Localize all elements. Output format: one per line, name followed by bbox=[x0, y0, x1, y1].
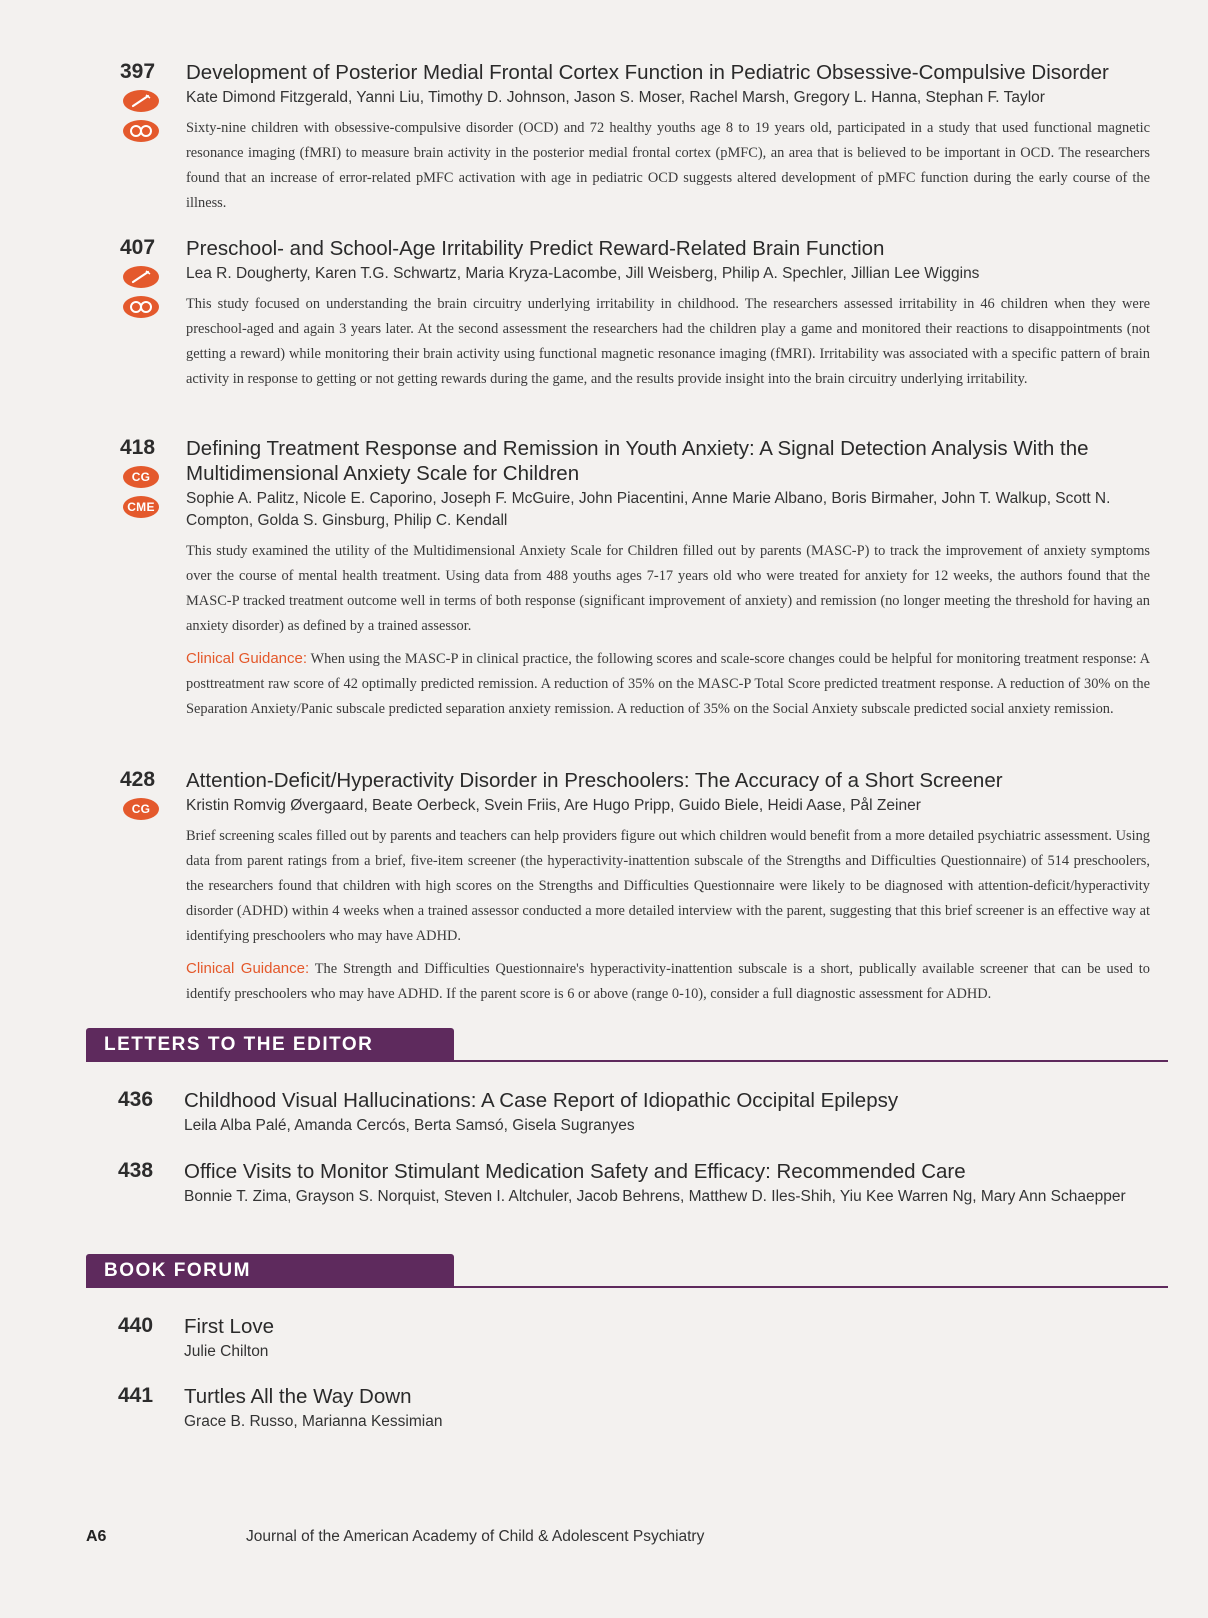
book-title[interactable]: Turtles All the Way Down bbox=[184, 1385, 412, 1408]
book-441 bbox=[118, 1384, 1148, 1433]
page-number: 441 bbox=[118, 1384, 154, 1407]
clinical-guidance bbox=[186, 956, 1150, 1007]
section-heading: LETTERS TO THE EDITOR bbox=[86, 1028, 454, 1062]
page-number: 436 bbox=[118, 1088, 154, 1111]
book-title[interactable]: First Love bbox=[184, 1315, 274, 1338]
section-heading: BOOK FORUM bbox=[86, 1254, 454, 1288]
article-abstract: This study examined the utility of the Multidimensional Anxiety Scale for Children filled out by parents (MASC-P) to track the improvement of anxiety symptoms over the course of mental health treatment. Using data from 488 youths ages 7-17 years old who were treated for anxiety for 12 weeks, the authors found that the MASC-P tracked treatment outcome well in terms of both response (significant improvement of anxiety) and remission (no longer meeting the threshold for having an anxiety disorder) as defined by a trained assessor. bbox=[186, 543, 1150, 634]
clinical-guidance-text: The Strength and Difficulties Questionnaire's hyperactivity-inattention subscale is a short, publically available screener that can be used to identify preschoolers who may have ADHD. If the parent score is 6 or above (range 0-10), consider a full diagnostic assessment for ADHD. bbox=[186, 961, 1150, 1002]
article-title[interactable]: Attention-Deficit/Hyperactivity Disorder in Preschoolers: The Accuracy of a Short Screener bbox=[186, 769, 1003, 792]
article-authors: Kate Dimond Fitzgerald, Yanni Liu, Timothy D. Johnson, Jason S. Moser, Rachel Marsh, Gregory L. Hanna, Stephan F. Taylor bbox=[186, 89, 1045, 106]
article-428 bbox=[120, 768, 1150, 1007]
article-authors: Sophie A. Palitz, Nicole E. Caporino, Joseph F. McGuire, John Piacentini, Anne Marie Albano, Boris Birmaher, John T. Walkup, Scott N. Compton, Golda S. Ginsburg, Philip C. Kendall bbox=[186, 490, 1111, 529]
letter-436 bbox=[118, 1088, 1148, 1137]
clinical-guidance bbox=[186, 646, 1150, 722]
glasses-icon bbox=[123, 120, 159, 142]
clinical-guidance-label: Clinical Guidance: bbox=[186, 960, 310, 977]
cme-badge: CME bbox=[123, 496, 159, 518]
article-407 bbox=[120, 236, 1150, 392]
page-number: 438 bbox=[118, 1159, 154, 1182]
article-abstract: This study focused on understanding the brain circuitry underlying irritability in childhood. The researchers assessed irritability in 46 children when they were preschool-aged and again 3 years later. At the second assessment the researchers had the children play a game and monitored their reactions to disappointments (not getting a reward) while monitoring their brain activity using functional magnetic resonance imaging (fMRI). Irritability was associated with a specific pattern of brain activity in response to getting or not getting rewards during the game, and the results provide insight into the brain circuitry underlying irritability. bbox=[186, 296, 1150, 387]
book-440 bbox=[118, 1314, 1148, 1363]
page-number: 440 bbox=[118, 1314, 154, 1337]
letter-title[interactable]: Office Visits to Monitor Stimulant Medication Safety and Efficacy: Recommended Care bbox=[184, 1160, 966, 1183]
section-letters-to-the-editor bbox=[86, 1028, 1168, 1062]
pencil-icon bbox=[123, 90, 159, 112]
cg-badge: CG bbox=[123, 466, 159, 488]
clinical-guidance-text: When using the MASC-P in clinical practice, the following scores and scale-score changes could be helpful for monitoring treatment response: A posttreatment raw score of 42 optimally predicted remission. A reduction of 35% on the MASC-P Total Score predicted treatment response. A reduction of 30% on the Separation Anxiety/Panic subscale predicted separation anxiety remission. A reduction of 35% on the Social Anxiety subscale predicted social anxiety remission. bbox=[186, 651, 1151, 717]
letter-438 bbox=[118, 1159, 1148, 1208]
page-number: 418 bbox=[120, 436, 156, 459]
article-authors: Kristin Romvig Øvergaard, Beate Oerbeck, Svein Friis, Are Hugo Pripp, Guido Biele, Heidi Aase, Pål Zeiner bbox=[186, 797, 921, 814]
section-rule bbox=[454, 1060, 1168, 1062]
article-abstract: Sixty-nine children with obsessive-compulsive disorder (OCD) and 72 healthy youths age 8 to 19 years old, participated in a study that used functional magnetic resonance imaging (fMRI) to measure brain activity in the posterior medial frontal cortex (pMFC), an area that is believed to be important in OCD. The researchers found that an increase of error-related pMFC activation with age in pediatric OCD suggests altered development of pMFC function during the early course of the illness. bbox=[186, 120, 1150, 211]
page-number: 428 bbox=[120, 768, 156, 791]
clinical-guidance-label: Clinical Guidance: bbox=[186, 650, 308, 667]
article-418 bbox=[120, 436, 1150, 722]
article-397 bbox=[120, 60, 1150, 216]
article-title[interactable]: Development of Posterior Medial Frontal Cortex Function in Pediatric Obsessive-Compulsive Disorder bbox=[186, 61, 1109, 84]
footer-page-number: A6 bbox=[86, 1528, 107, 1545]
section-book-forum bbox=[86, 1254, 1168, 1288]
pencil-icon bbox=[123, 266, 159, 288]
page-number: 397 bbox=[120, 60, 156, 83]
section-rule bbox=[454, 1286, 1168, 1288]
article-title[interactable]: Preschool- and School-Age Irritability Predict Reward-Related Brain Function bbox=[186, 237, 885, 260]
letter-title[interactable]: Childhood Visual Hallucinations: A Case Report of Idiopathic Occipital Epilepsy bbox=[184, 1089, 899, 1112]
letter-authors: Leila Alba Palé, Amanda Cercós, Berta Samsó, Gisela Sugranyes bbox=[184, 1117, 635, 1134]
book-authors: Grace B. Russo, Marianna Kessimian bbox=[184, 1413, 443, 1430]
article-abstract: Brief screening scales filled out by parents and teachers can help providers figure out which children would benefit from a more detailed psychiatric assessment. Using data from parent ratings from a brief, five-item screener (the hyperactivity-inattention subscale of the Strengths and Difficulties Questionnaire) of 514 preschoolers, the researchers found that children with high scores on the Strengths and Difficulties Questionnaire were likely to be diagnosed with attention-deficit/hyperactivity disorder (ADHD) within 4 weeks when a trained assessor conducted a more detailed interview with the parent, suggesting that this brief screener is an effective way at identifying preschoolers who may have ADHD. bbox=[186, 828, 1150, 944]
article-authors: Lea R. Dougherty, Karen T.G. Schwartz, Maria Kryza-Lacombe, Jill Weisberg, Philip A. Spechler, Jillian Lee Wiggins bbox=[186, 265, 980, 282]
page-number: 407 bbox=[120, 236, 156, 259]
glasses-icon bbox=[123, 296, 159, 318]
footer-journal-name: Journal of the American Academy of Child & Adolescent Psychiatry bbox=[246, 1528, 705, 1545]
article-title[interactable]: Defining Treatment Response and Remission in Youth Anxiety: A Signal Detection Analysis With the Multidimensional Anxiety Scale for Children bbox=[186, 437, 1089, 485]
letter-authors: Bonnie T. Zima, Grayson S. Norquist, Steven I. Altchuler, Jacob Behrens, Matthew D. Iles-Shih, Yiu Kee Warren Ng, Mary Ann Schaepper bbox=[184, 1188, 1126, 1205]
cg-badge: CG bbox=[123, 798, 159, 820]
book-authors: Julie Chilton bbox=[184, 1343, 269, 1360]
